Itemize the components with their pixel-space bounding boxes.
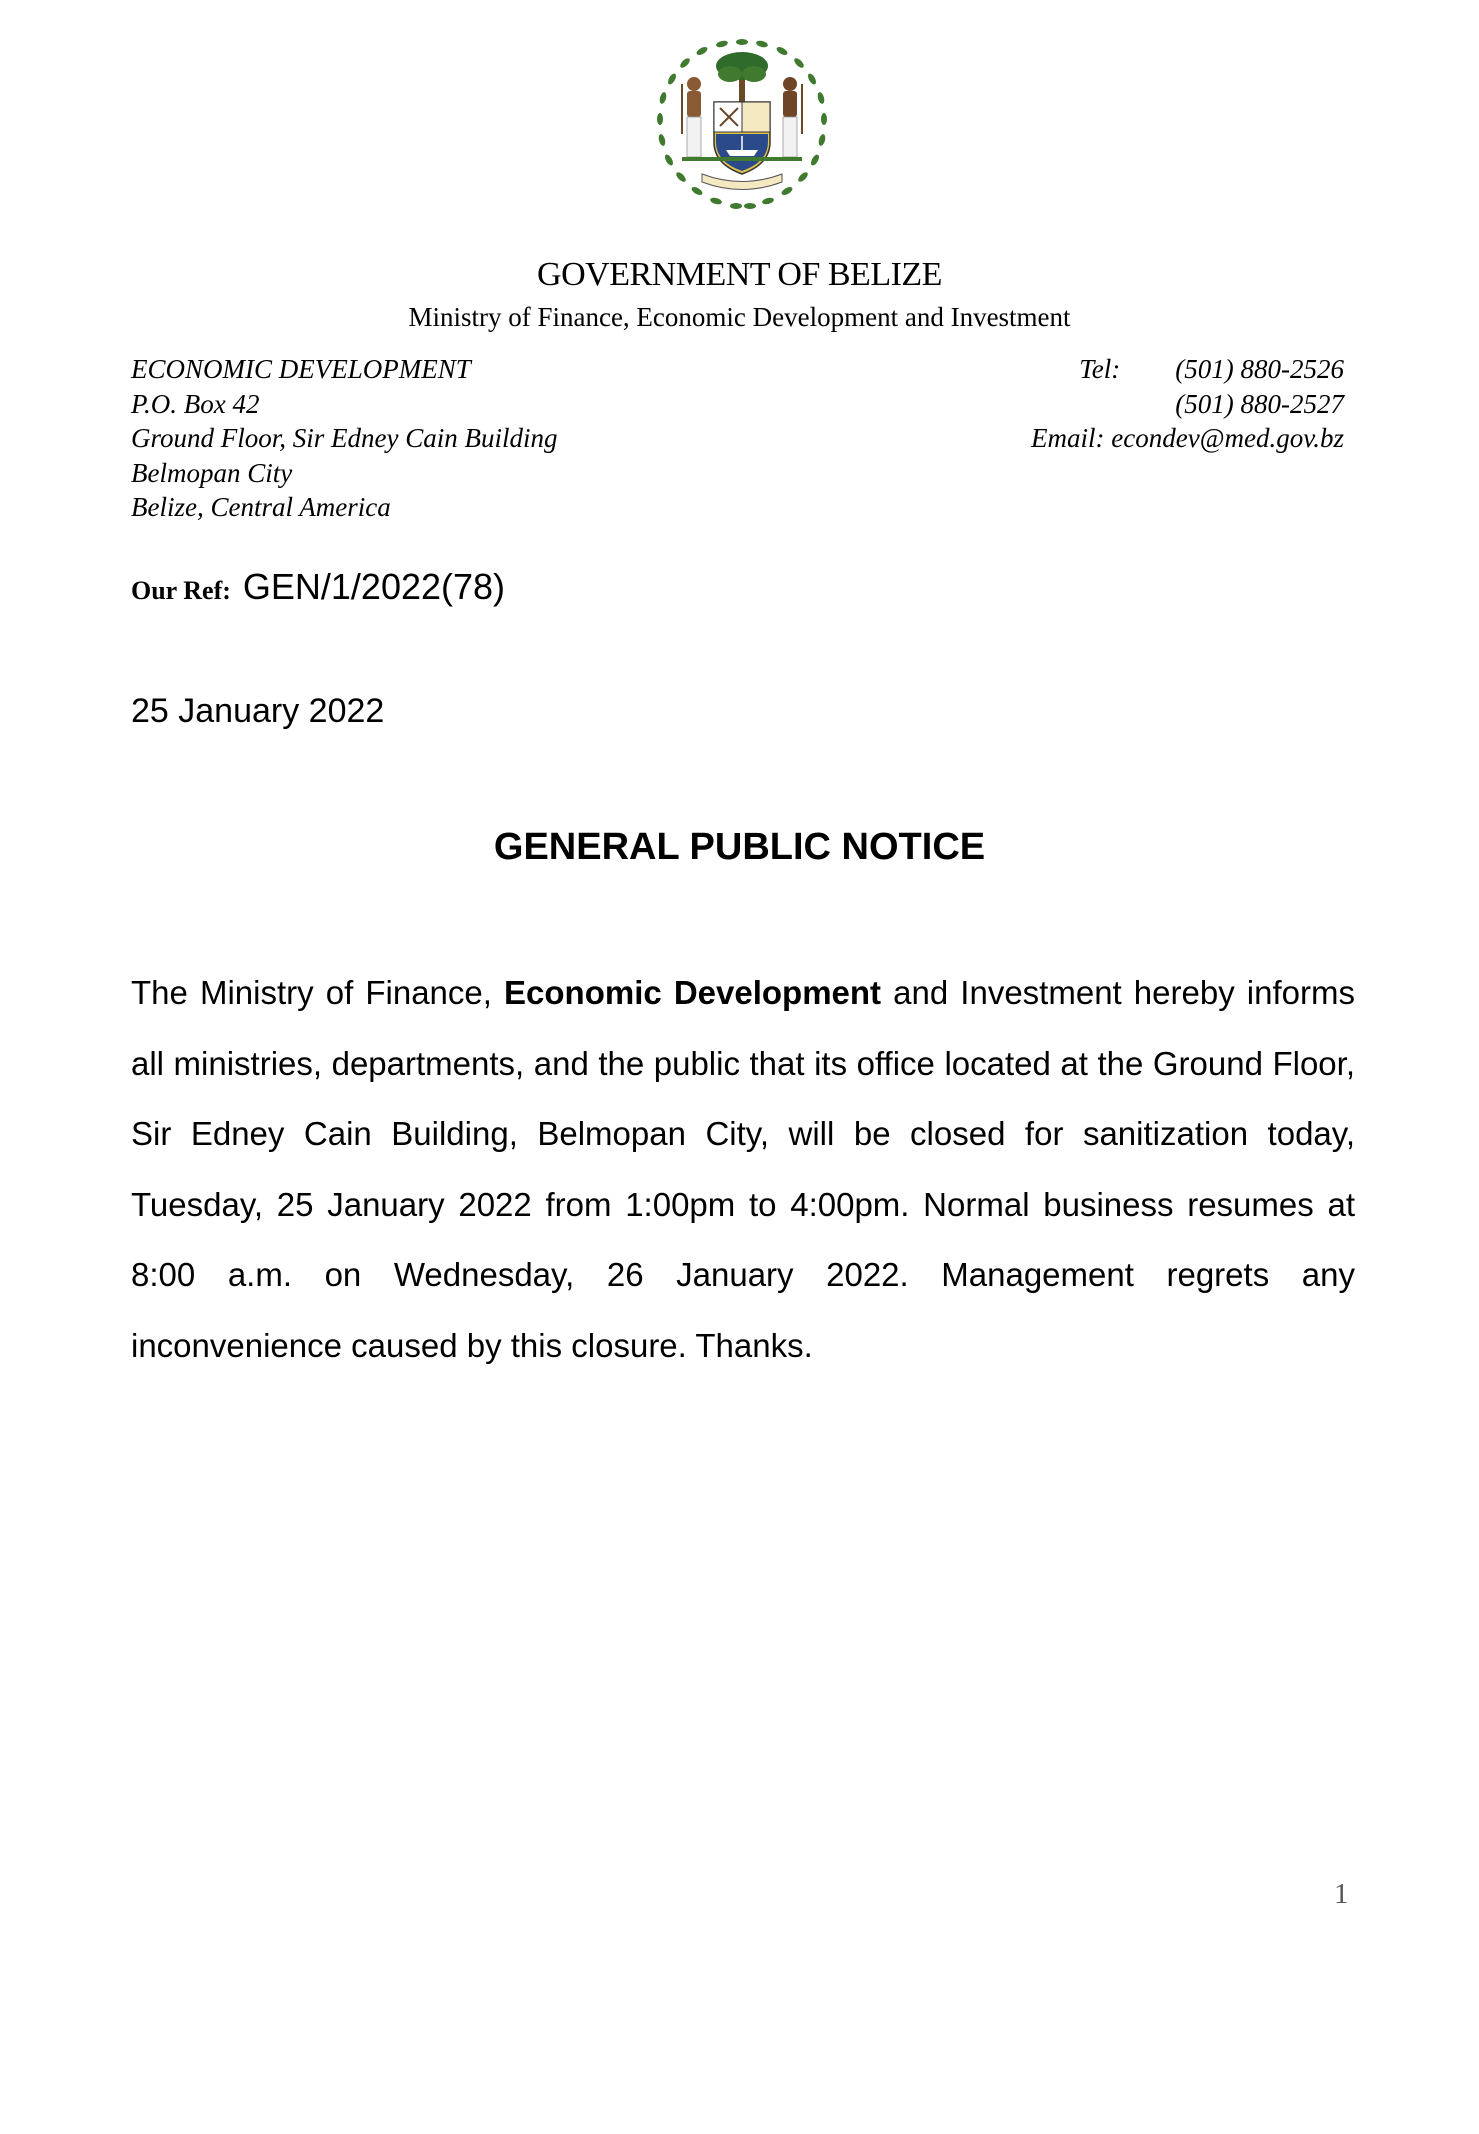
office-address bbox=[131, 352, 558, 525]
page-number: 1 bbox=[1334, 1878, 1349, 1910]
notice-body-bold: Economic Development bbox=[504, 974, 882, 1011]
notice-body bbox=[131, 958, 1355, 1381]
address-line: ECONOMIC DEVELOPMENT bbox=[131, 354, 471, 384]
contact-email-row bbox=[1031, 421, 1344, 456]
address-line: Ground Floor, Sir Edney Cain Building bbox=[131, 423, 558, 453]
address-line: Belize, Central America bbox=[131, 492, 391, 522]
contact-tel-row bbox=[1031, 352, 1344, 387]
contact-tel-row-2 bbox=[1031, 387, 1344, 422]
ministry-name: Ministry of Finance, Economic Development and Investment bbox=[408, 302, 1071, 332]
tel-number-1: (501) 880-2526 bbox=[1175, 354, 1344, 384]
belize-coat-of-arms bbox=[641, 24, 843, 224]
government-title: GOVERNMENT OF BELIZE bbox=[537, 256, 942, 293]
tel-label: Tel: bbox=[1079, 354, 1121, 384]
coat-of-arms-graphic bbox=[641, 24, 843, 224]
contact-info bbox=[1031, 352, 1344, 456]
email-address: Email: econdev@med.gov.bz bbox=[1031, 423, 1344, 453]
notice-body-start: The Ministry of Finance, bbox=[131, 974, 505, 1011]
notice-body-end: and Investment hereby informs all ministries, departments, and the public that its office located at the Ground Floor, Sir Edney Cain Building, Belmopan City, will be closed for sanitization today, Tuesday, 25 January 2022 from 1:00pm to 4:00pm. Normal business resumes at 8:00 a.m. on Wednesday, 26 January 2022. Management regrets any inconvenience caused by this closure. Thanks. bbox=[131, 974, 1355, 1364]
reference-value: GEN/1/2022(78) bbox=[242, 566, 506, 607]
reference-label: Our Ref: bbox=[131, 576, 231, 605]
notice-date: 25 January 2022 bbox=[131, 692, 385, 730]
tel-number-2: (501) 880-2527 bbox=[1175, 388, 1344, 419]
notice-title: GENERAL PUBLIC NOTICE bbox=[493, 826, 986, 868]
reference bbox=[131, 566, 505, 608]
address-line: P.O. Box 42 bbox=[131, 388, 260, 419]
address-line: Belmopan City bbox=[131, 457, 293, 488]
